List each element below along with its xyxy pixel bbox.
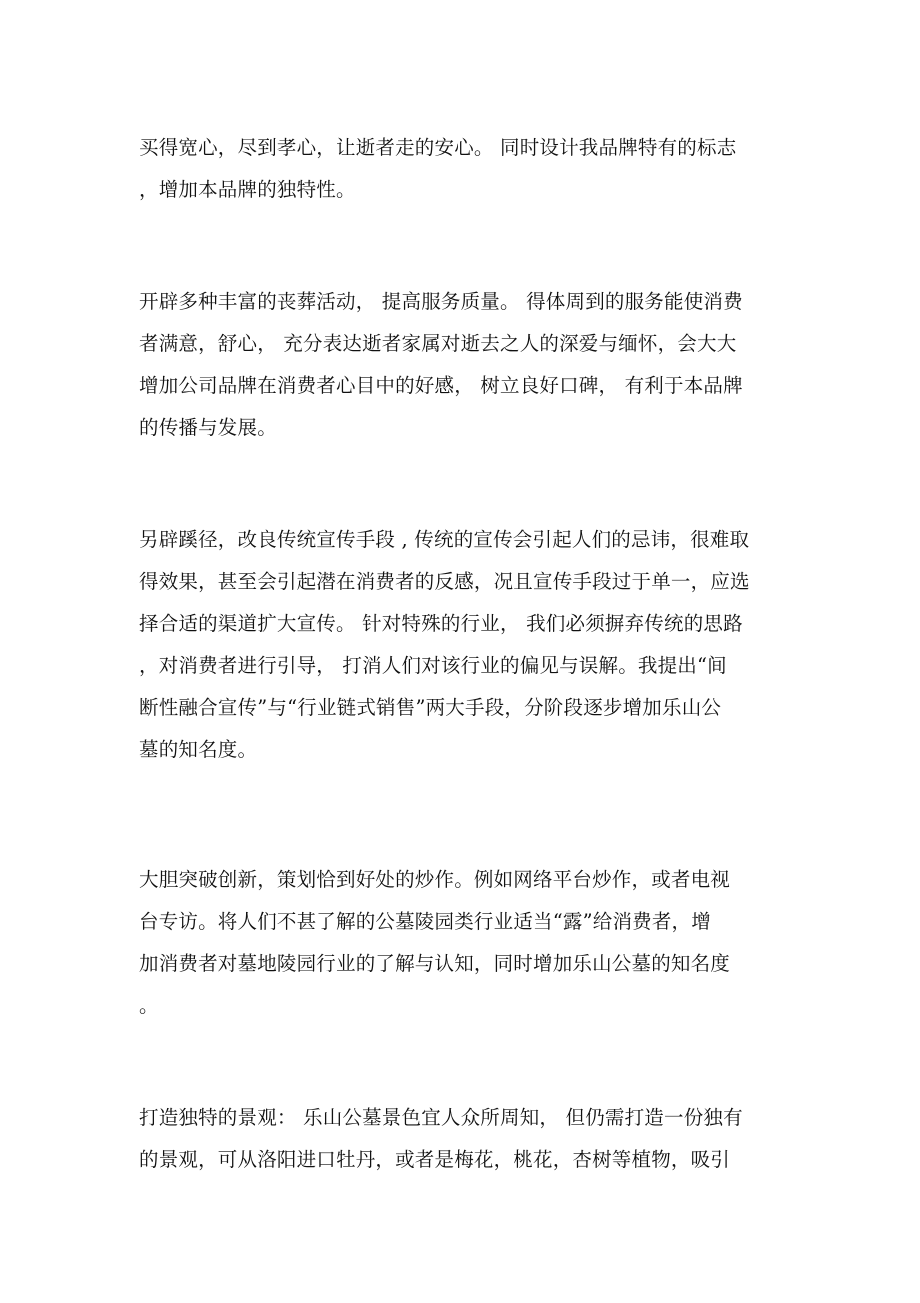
text-line: 断性融合宣传”与“行业链式销售”两大手段，分阶段逐步增加乐山公 bbox=[139, 696, 722, 719]
text-line: 得效果，甚至会引起潜在消费者的反感，况且宣传手段过于单一，应选 bbox=[139, 570, 750, 593]
text-line: 的传播与发展。 bbox=[139, 416, 277, 439]
paragraph-promotion-methods bbox=[139, 525, 779, 777]
text-line: 加消费者对墓地陵园行业的了解与认知，同时增加乐山公墓的知名度 bbox=[139, 952, 731, 975]
paragraph-innovation-hype bbox=[139, 865, 779, 1033]
text-line: 打造独特的景观： 乐山公墓景色宜人众所周知， 但仍需打造一份独有 bbox=[139, 1106, 743, 1129]
text-line: 增加公司品牌在消费者心目中的好感， 树立良好口碑， 有利于本品牌 bbox=[139, 374, 743, 397]
text-line: ，对消费者进行引导， 打消人们对该行业的偏见与误解。我提出“间 bbox=[139, 654, 727, 677]
text-line: 者满意，舒心， 充分表达逝者家属对逝去之人的深爱与缅怀，会大大 bbox=[139, 332, 737, 355]
text-line: 大胆突破创新，策划恰到好处的炒作。例如网络平台炒作，或者电视 bbox=[139, 868, 731, 891]
paragraph-unique-landscape bbox=[139, 1103, 779, 1187]
text-line: 开辟多种丰富的丧葬活动， 提高服务质量。 得体周到的服务能使消费 bbox=[139, 290, 743, 313]
text-line: 择合适的渠道扩大宣传。 针对特殊的行业， 我们必须摒弃传统的思路 bbox=[139, 612, 743, 635]
text-line: 墓的知名度。 bbox=[139, 738, 258, 761]
text-line: 买得宽心，尽到孝心，让逝者走的安心。 同时设计我品牌特有的标志 bbox=[139, 136, 737, 159]
paragraph-funeral-activities bbox=[139, 287, 779, 455]
text-line: 。 bbox=[139, 994, 159, 1017]
text-line: 另辟蹊径，改良传统宣传手段 , 传统的宣传会引起人们的忌讳，很难取 bbox=[139, 528, 750, 551]
paragraph-brand-logo bbox=[139, 133, 779, 217]
text-line: ，增加本品牌的独特性。 bbox=[139, 178, 356, 201]
text-line: 台专访。将人们不甚了解的公墓陵园类行业适当“露”给消费者，增 bbox=[139, 910, 711, 933]
text-line: 的景观，可从洛阳进口牡丹，或者是梅花，桃花，杏树等植物，吸引 bbox=[139, 1148, 731, 1171]
